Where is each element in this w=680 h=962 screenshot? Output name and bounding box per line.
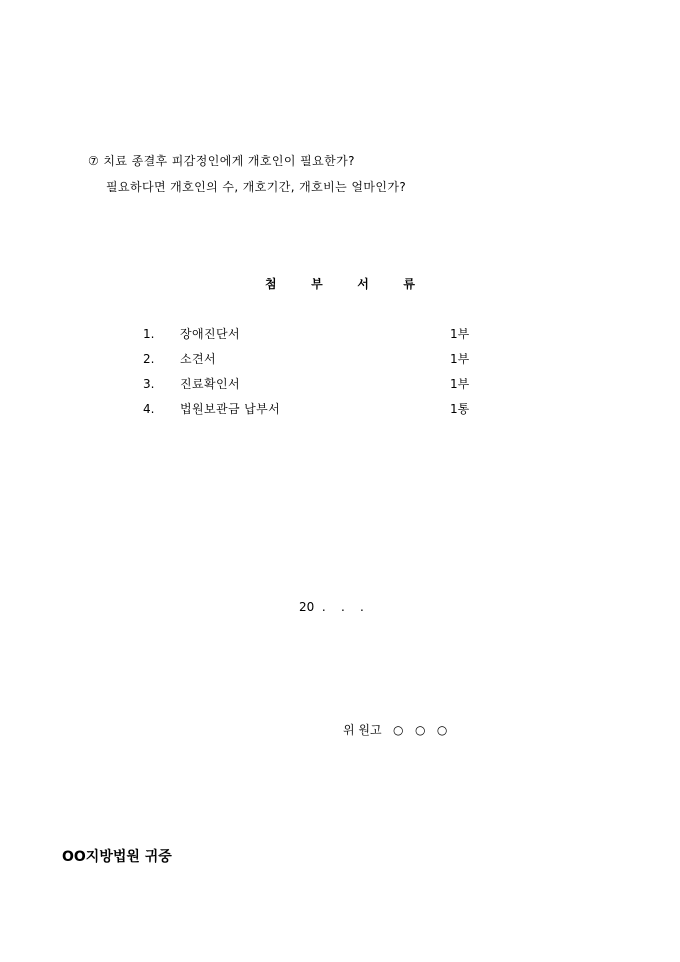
- attachment-quantity: 1부: [450, 327, 470, 341]
- attachment-name: 장애진단서: [180, 327, 240, 341]
- attachment-item: [143, 401, 483, 426]
- attachment-quantity: 1부: [450, 352, 470, 366]
- attachment-number: 4.: [143, 402, 155, 416]
- attachments-title-char-4: 류: [403, 277, 415, 291]
- date-line: 20 . . .: [299, 600, 364, 614]
- attachment-quantity: 1부: [450, 377, 470, 391]
- attachment-item: [143, 351, 483, 376]
- attachment-item: [143, 326, 483, 351]
- attachments-title-char-1: 첨: [265, 277, 277, 291]
- court-addressee: OO지방법원 귀중: [62, 849, 172, 865]
- attachment-number: 1.: [143, 327, 155, 341]
- attachment-name: 진료확인서: [180, 377, 240, 391]
- question-7-line-1: ⑦ 치료 종결후 피감정인에게 개호인이 필요한가?: [88, 154, 355, 168]
- attachments-title-char-2: 부: [311, 277, 323, 291]
- attachment-item: [143, 376, 483, 401]
- attachment-quantity: 1통: [450, 402, 470, 416]
- attachments-title-char-3: 서: [357, 277, 369, 291]
- attachment-name: 법원보관금 납부서: [180, 402, 281, 416]
- attachments-title: [265, 276, 415, 292]
- attachments-list: [143, 326, 483, 426]
- attachment-number: 2.: [143, 352, 155, 366]
- question-7-line-2: 필요하다면 개호인의 수, 개호기간, 개호비는 얼마인가?: [106, 180, 407, 194]
- attachment-name: 소견서: [180, 352, 216, 366]
- signer-line: 위 원고 ○ ○ ○: [343, 723, 448, 737]
- attachment-number: 3.: [143, 377, 155, 391]
